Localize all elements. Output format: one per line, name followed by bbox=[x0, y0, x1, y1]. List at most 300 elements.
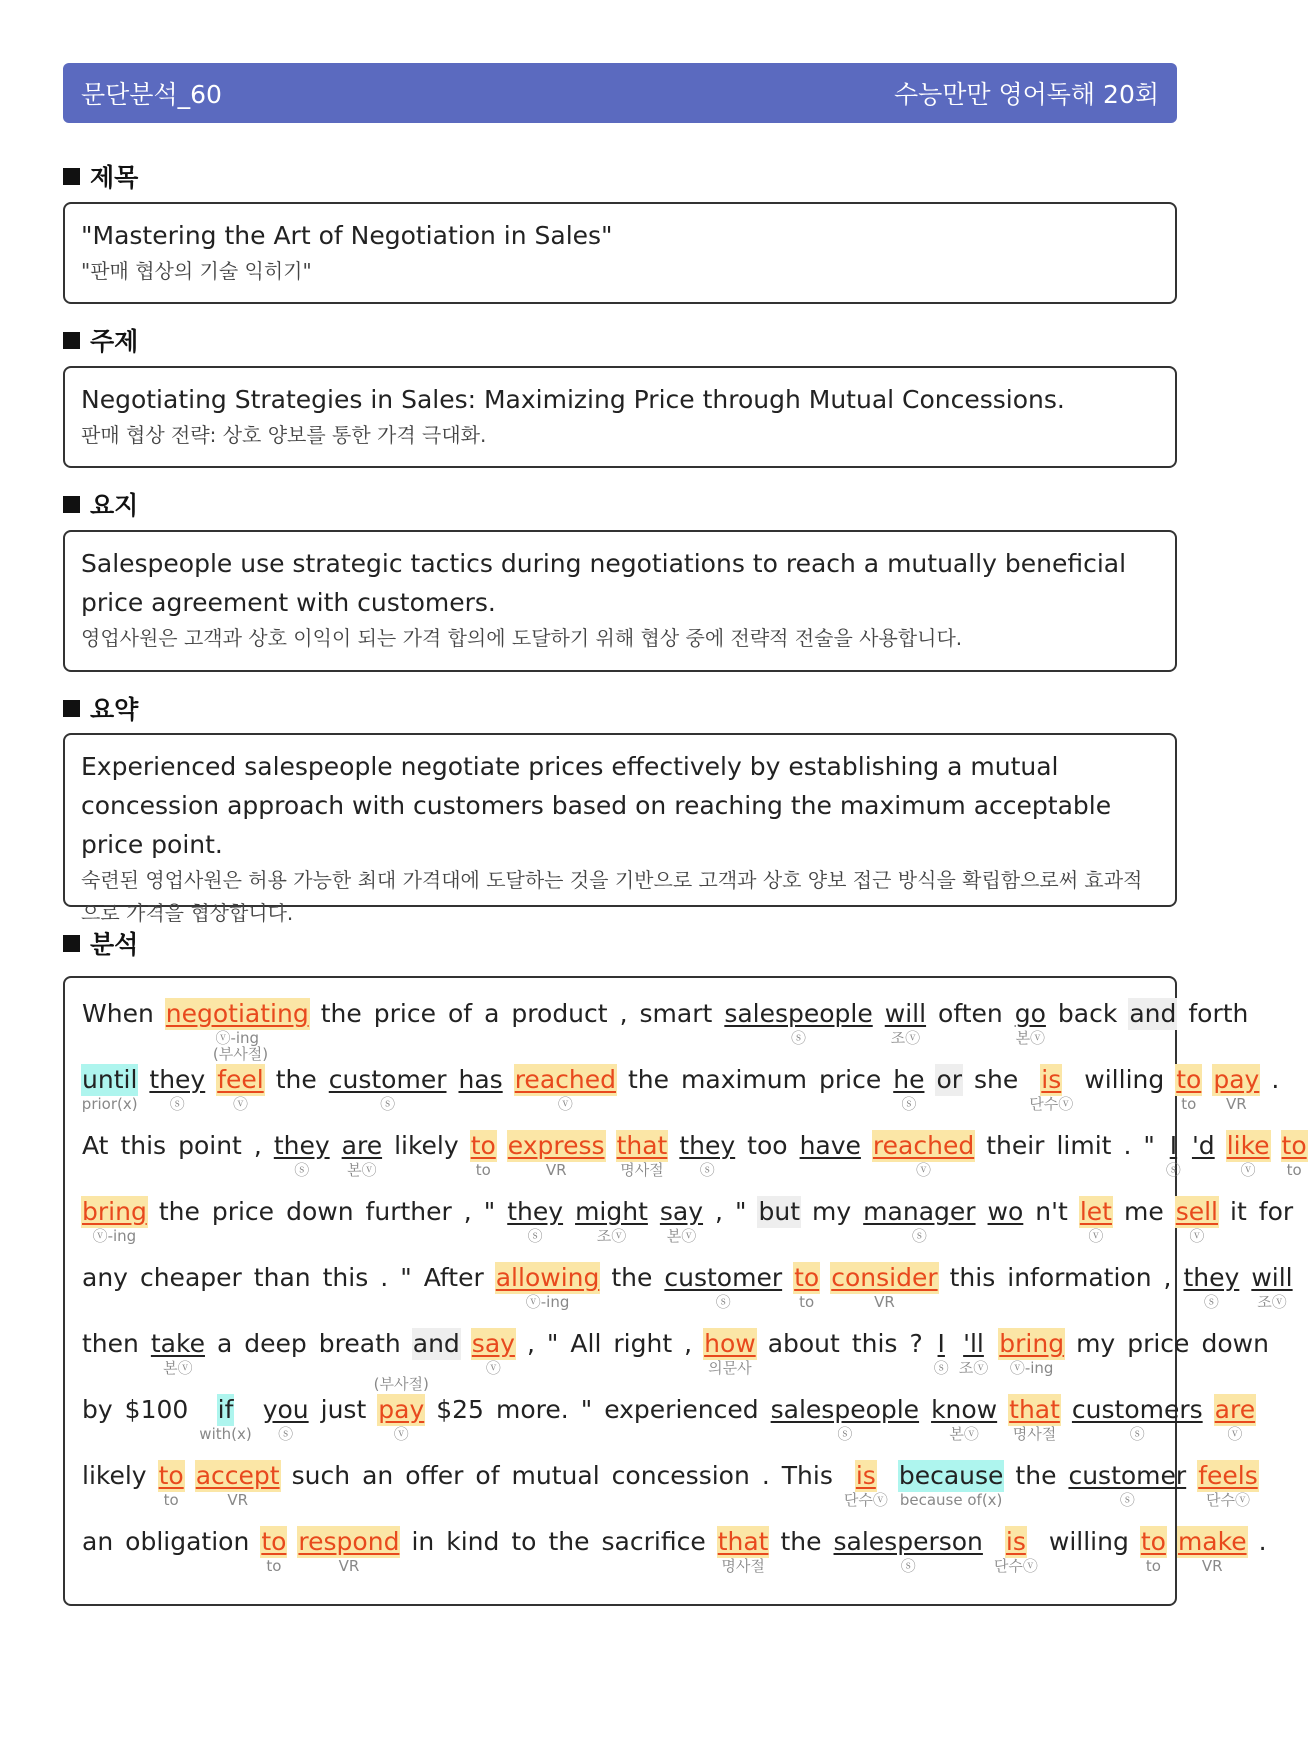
analysis-word bbox=[663, 1262, 783, 1311]
analysis-word bbox=[506, 1196, 564, 1245]
grammar-label: ⓢ bbox=[901, 1095, 917, 1113]
word-text: too bbox=[747, 1131, 788, 1160]
analysis-word bbox=[273, 1130, 331, 1179]
word-text: you bbox=[262, 1395, 309, 1424]
analysis-word bbox=[275, 1064, 318, 1113]
analysis-word bbox=[81, 1064, 138, 1113]
grammar-label: ⓥ-ing bbox=[215, 1029, 260, 1047]
word-text: pay bbox=[1213, 1065, 1260, 1094]
analysis-word bbox=[423, 1262, 485, 1311]
word-text: customers bbox=[1071, 1395, 1203, 1424]
word-text: are bbox=[341, 1131, 383, 1160]
word-text: allowing bbox=[495, 1263, 600, 1292]
analysis-word bbox=[1128, 998, 1177, 1047]
analysis-word bbox=[483, 998, 500, 1047]
clause-annotation: (부사절) bbox=[373, 1375, 429, 1393]
analysis-word bbox=[81, 998, 155, 1047]
word-text: the bbox=[320, 999, 362, 1028]
word-text: product bbox=[511, 999, 608, 1028]
word-text: to bbox=[511, 1527, 537, 1556]
word-text: After bbox=[423, 1263, 484, 1292]
word-text: this bbox=[322, 1263, 369, 1292]
grammar-label: VR bbox=[1201, 1557, 1223, 1575]
worksheet-label: 문단분석_60 bbox=[81, 80, 222, 109]
word-text: make bbox=[1177, 1527, 1247, 1556]
analysis-word bbox=[150, 1328, 206, 1377]
word-text: and bbox=[1129, 999, 1177, 1028]
grammar-label: ⓥ bbox=[1240, 1161, 1256, 1179]
grammar-label: 본ⓥ bbox=[163, 1359, 193, 1377]
analysis-word bbox=[365, 1196, 453, 1245]
square-bullet-icon bbox=[63, 332, 80, 349]
analysis-word bbox=[574, 1196, 649, 1245]
grammar-label: ⓢ bbox=[911, 1227, 927, 1245]
word-text: for bbox=[1258, 1197, 1294, 1226]
grammar-label: ⓢ bbox=[527, 1227, 543, 1245]
analysis-word bbox=[463, 1196, 473, 1245]
analysis-word bbox=[148, 1064, 206, 1113]
analysis-word bbox=[1197, 1460, 1259, 1509]
grammar-label: ⓢ bbox=[837, 1425, 853, 1443]
analysis-word bbox=[619, 998, 629, 1047]
analysis-word bbox=[1123, 1196, 1165, 1245]
word-text: further bbox=[365, 1197, 452, 1226]
grammar-label: ⓥ bbox=[393, 1425, 409, 1443]
analysis-line bbox=[81, 1328, 1269, 1394]
analysis-word bbox=[165, 998, 310, 1047]
analysis-word bbox=[1229, 1196, 1248, 1245]
word-text: are bbox=[1214, 1395, 1256, 1424]
gist-ko: 영업사원은 고객과 상호 이익이 되는 가격 합의에 도달하기 위해 협상 중에 전략적 전술을 사용합니다. bbox=[81, 626, 963, 650]
word-text: any bbox=[82, 1263, 128, 1292]
grammar-label: ⓥ-ing bbox=[525, 1293, 570, 1311]
word-text: take bbox=[150, 1329, 205, 1358]
word-text: . bbox=[1258, 1527, 1267, 1556]
analysis-word bbox=[328, 1064, 448, 1113]
grammar-label: ⓢ bbox=[1165, 1161, 1181, 1179]
word-text: , bbox=[684, 1329, 693, 1358]
word-text: the bbox=[1015, 1461, 1057, 1490]
word-text: deep bbox=[244, 1329, 307, 1358]
analysis-word bbox=[892, 1064, 925, 1113]
word-text: let bbox=[1079, 1197, 1112, 1226]
analysis-word bbox=[1187, 998, 1249, 1047]
word-text: , bbox=[1163, 1263, 1172, 1292]
analysis-word bbox=[507, 1130, 606, 1179]
analysis-word bbox=[1212, 1064, 1260, 1113]
analysis-word bbox=[680, 1064, 808, 1113]
word-text: know bbox=[931, 1395, 998, 1424]
word-text: " bbox=[1143, 1131, 1155, 1160]
word-text: that bbox=[616, 1131, 668, 1160]
word-text: often bbox=[938, 999, 1003, 1028]
gist-box bbox=[63, 530, 1177, 672]
analysis-word bbox=[1258, 1196, 1294, 1245]
word-text: willing bbox=[1048, 1527, 1129, 1556]
grammar-label: with(x) bbox=[199, 1425, 252, 1443]
word-text: reached bbox=[514, 1065, 616, 1094]
grammar-label: ⓢ bbox=[1203, 1293, 1219, 1311]
analysis-word bbox=[81, 1460, 148, 1509]
grammar-label: ⓥ bbox=[1227, 1425, 1243, 1443]
analysis-word bbox=[404, 1460, 464, 1509]
grammar-label: ⓢ bbox=[1129, 1425, 1145, 1443]
grammar-label: VR bbox=[874, 1293, 895, 1311]
word-text: sell bbox=[1175, 1197, 1219, 1226]
analysis-word bbox=[177, 1130, 243, 1179]
word-text: , bbox=[526, 1329, 535, 1358]
topic-ko: 판매 협상 전략: 상호 양보를 통한 가격 극대화. bbox=[81, 423, 487, 447]
grammar-label: 본ⓥ bbox=[666, 1227, 697, 1245]
analysis-word bbox=[569, 1328, 602, 1377]
word-text: breath bbox=[318, 1329, 401, 1358]
word-text: All bbox=[570, 1329, 602, 1358]
word-text: they bbox=[273, 1131, 330, 1160]
analysis-word bbox=[678, 1130, 736, 1179]
word-text: $25 bbox=[436, 1395, 484, 1424]
analysis-word bbox=[723, 998, 873, 1047]
analysis-word bbox=[318, 1328, 402, 1377]
word-text: an bbox=[362, 1461, 394, 1490]
analysis-word bbox=[1140, 1526, 1167, 1575]
analysis-word bbox=[81, 1394, 114, 1443]
word-text: " bbox=[400, 1263, 412, 1292]
grammar-label: ⓢ bbox=[699, 1161, 715, 1179]
analysis-word bbox=[474, 1460, 500, 1509]
square-bullet-icon bbox=[63, 496, 80, 513]
analysis-word bbox=[1048, 1526, 1130, 1575]
analysis-word bbox=[761, 1460, 771, 1509]
analysis-word bbox=[1175, 1064, 1202, 1113]
word-text: say bbox=[471, 1329, 515, 1358]
grammar-label: ⓥ bbox=[1189, 1227, 1205, 1245]
analysis-word bbox=[291, 1460, 351, 1509]
grammar-label: 조ⓥ bbox=[1257, 1293, 1287, 1311]
word-text: of bbox=[447, 999, 473, 1028]
word-text: $100 bbox=[124, 1395, 189, 1424]
word-text: to bbox=[1281, 1131, 1307, 1160]
word-text: because bbox=[898, 1461, 1004, 1490]
analysis-word bbox=[253, 1262, 312, 1311]
word-text: my bbox=[1076, 1329, 1116, 1358]
word-text: sacrifice bbox=[601, 1527, 706, 1556]
summary-ko: 숙련된 영업사원은 허용 가능한 최대 가격대에 도달하는 것을 기반으로 고객과 상호 양보 접근 방식을 확립함으로써 효과적으로 가격을 협상합니다. bbox=[81, 868, 1143, 925]
analysis-word bbox=[851, 1328, 899, 1377]
analysis-word bbox=[973, 1064, 1019, 1113]
analysis-word bbox=[379, 1262, 389, 1311]
analysis-word bbox=[1122, 1130, 1132, 1179]
analysis-word bbox=[320, 1394, 368, 1443]
analysis-word bbox=[458, 1064, 504, 1113]
analysis-word bbox=[243, 1328, 308, 1377]
word-text: he bbox=[893, 1065, 925, 1094]
word-text: salespeople bbox=[770, 1395, 920, 1424]
word-text: an bbox=[82, 1527, 114, 1556]
word-text: if bbox=[217, 1395, 234, 1424]
analysis-word bbox=[199, 1394, 251, 1443]
word-text: that bbox=[717, 1527, 769, 1556]
analysis-box bbox=[63, 976, 1307, 1606]
word-text: such bbox=[291, 1461, 351, 1490]
word-text: kind bbox=[446, 1527, 500, 1556]
word-text: 'll bbox=[963, 1329, 984, 1358]
word-text: willing bbox=[1084, 1065, 1165, 1094]
word-text: smart bbox=[639, 999, 713, 1028]
word-text: their bbox=[986, 1131, 1045, 1160]
analysis-word bbox=[81, 1262, 129, 1311]
analysis-word bbox=[361, 1460, 394, 1509]
analysis-word bbox=[937, 998, 1004, 1047]
word-text: bring bbox=[999, 1329, 1065, 1358]
analysis-word bbox=[935, 1064, 963, 1113]
analysis-word bbox=[930, 1394, 998, 1443]
square-bullet-icon bbox=[63, 168, 80, 185]
word-text: " bbox=[483, 1197, 496, 1226]
analysis-word bbox=[793, 1262, 820, 1311]
grammar-label: ⓢ bbox=[900, 1557, 916, 1575]
analysis-word bbox=[412, 1328, 461, 1377]
summary-heading: 요약 bbox=[63, 690, 138, 726]
grammar-label: 의문사 bbox=[708, 1359, 752, 1377]
grammar-label: prior(x) bbox=[81, 1095, 138, 1113]
gist-en: Salespeople use strategic tactics during negotiations to reach a mutually beneficial price agreement with customers. bbox=[81, 549, 1127, 617]
analysis-word bbox=[124, 1526, 250, 1575]
word-text: is bbox=[855, 1461, 876, 1490]
analysis-word bbox=[610, 1262, 653, 1311]
analysis-word bbox=[341, 1130, 383, 1179]
grammar-label: 본ⓥ bbox=[949, 1425, 979, 1443]
word-text: limit bbox=[1056, 1131, 1112, 1160]
analysis-word bbox=[934, 1328, 949, 1377]
analysis-word bbox=[949, 1262, 997, 1311]
word-text: feels bbox=[1198, 1461, 1258, 1490]
grammar-label: to bbox=[475, 1161, 491, 1179]
analysis-word bbox=[627, 1064, 670, 1113]
header-bar bbox=[63, 63, 1177, 123]
analysis-word bbox=[833, 1526, 984, 1575]
analysis-word bbox=[746, 1130, 788, 1179]
clause-annotation: (부사절) bbox=[212, 1045, 269, 1063]
word-text: down bbox=[286, 1197, 354, 1226]
analysis-word bbox=[811, 1196, 852, 1245]
analysis-word bbox=[546, 1328, 560, 1377]
word-text: the bbox=[780, 1527, 822, 1556]
analysis-word bbox=[987, 1196, 1025, 1245]
analysis-word bbox=[1163, 1262, 1173, 1311]
title-en: "Mastering the Art of Negotiation in Sales" bbox=[81, 221, 613, 250]
analysis-word bbox=[320, 998, 363, 1047]
grammar-label: ⓢ bbox=[791, 1029, 807, 1047]
word-text: it bbox=[1230, 1197, 1247, 1226]
word-text: my bbox=[812, 1197, 852, 1226]
word-text: they bbox=[507, 1197, 564, 1226]
word-text: until bbox=[82, 1065, 138, 1094]
word-text: back bbox=[1057, 999, 1118, 1028]
analysis-word bbox=[1008, 1394, 1061, 1443]
word-text: they bbox=[1183, 1263, 1240, 1292]
analysis-word bbox=[1057, 998, 1118, 1047]
word-text: in bbox=[411, 1527, 435, 1556]
grammar-label: VR bbox=[227, 1491, 248, 1509]
analysis-word bbox=[158, 1460, 185, 1509]
analysis-word bbox=[734, 1196, 748, 1245]
analysis-word bbox=[717, 1526, 770, 1575]
word-text: she bbox=[974, 1065, 1019, 1094]
analysis-word bbox=[994, 1526, 1038, 1575]
analysis-word bbox=[435, 1394, 485, 1443]
analysis-word bbox=[262, 1394, 310, 1443]
word-text: a bbox=[484, 999, 500, 1028]
square-bullet-icon bbox=[63, 935, 80, 952]
word-text: this bbox=[120, 1131, 167, 1160]
word-text: to bbox=[261, 1527, 287, 1556]
analysis-word bbox=[1034, 1196, 1069, 1245]
analysis-line bbox=[81, 1262, 1293, 1328]
grammar-label: 단수ⓥ bbox=[1029, 1095, 1074, 1113]
word-text: " bbox=[580, 1395, 593, 1424]
topic-en: Negotiating Strategies in Sales: Maximizing Price through Mutual Concessions. bbox=[81, 385, 1065, 414]
analysis-word bbox=[779, 1526, 822, 1575]
word-text: forth bbox=[1188, 999, 1249, 1028]
analysis-word bbox=[985, 1130, 1045, 1179]
analysis-word bbox=[998, 1328, 1065, 1377]
grammar-label: 명사절 bbox=[620, 1161, 664, 1179]
word-text: the bbox=[611, 1263, 653, 1292]
grammar-label: ⓥ-ing bbox=[92, 1227, 137, 1245]
grammar-label: ⓥ-ing bbox=[1009, 1359, 1054, 1377]
word-text: express bbox=[507, 1131, 605, 1160]
word-text: have bbox=[799, 1131, 861, 1160]
analysis-word bbox=[639, 998, 714, 1047]
grammar-label: to bbox=[1181, 1095, 1197, 1113]
word-text: to bbox=[158, 1461, 184, 1490]
analysis-word bbox=[471, 1328, 516, 1377]
analysis-word bbox=[124, 1394, 190, 1443]
analysis-word bbox=[799, 1130, 862, 1179]
word-text: information bbox=[1007, 1263, 1152, 1292]
grammar-label: 단수ⓥ bbox=[993, 1557, 1038, 1575]
analysis-word bbox=[1075, 1328, 1116, 1377]
analysis-word bbox=[1183, 1262, 1241, 1311]
word-text: point bbox=[178, 1131, 242, 1160]
word-text: the bbox=[548, 1527, 590, 1556]
grammar-label: 명사절 bbox=[721, 1557, 765, 1575]
grammar-label: 조ⓥ bbox=[890, 1029, 921, 1047]
analysis-word bbox=[1200, 1328, 1269, 1377]
word-text: maximum bbox=[681, 1065, 807, 1094]
word-text: . bbox=[380, 1263, 389, 1292]
word-text: to bbox=[794, 1263, 820, 1292]
word-text: down bbox=[1201, 1329, 1269, 1358]
analysis-word bbox=[81, 1196, 148, 1245]
grammar-label: 단수ⓥ bbox=[1205, 1491, 1250, 1509]
grammar-label: to bbox=[266, 1557, 282, 1575]
analysis-line bbox=[81, 1526, 1267, 1592]
analysis-word bbox=[297, 1526, 400, 1575]
word-text: " bbox=[546, 1329, 559, 1358]
analysis-word bbox=[611, 1460, 751, 1509]
analysis-word bbox=[714, 1196, 724, 1245]
grammar-label: ⓢ bbox=[169, 1095, 185, 1113]
word-text: salesperson bbox=[833, 1527, 983, 1556]
analysis-word bbox=[603, 1394, 759, 1443]
analysis-word bbox=[373, 1375, 429, 1443]
word-text: negotiating bbox=[165, 999, 309, 1028]
summary-box bbox=[63, 733, 1177, 925]
analysis-word bbox=[1126, 1328, 1190, 1377]
analysis-heading: 분석 bbox=[63, 925, 138, 961]
analysis-word bbox=[119, 1130, 167, 1179]
grammar-label: 본ⓥ bbox=[1015, 1029, 1046, 1047]
word-text: I bbox=[937, 1329, 945, 1358]
word-text: to bbox=[470, 1131, 496, 1160]
word-text: n't bbox=[1035, 1197, 1068, 1226]
analysis-word bbox=[844, 1460, 888, 1509]
word-text: I bbox=[1169, 1131, 1178, 1160]
word-text: is bbox=[1041, 1065, 1062, 1094]
word-text: , bbox=[715, 1197, 723, 1226]
analysis-word bbox=[514, 1064, 617, 1113]
analysis-word bbox=[1258, 1526, 1268, 1575]
word-text: they bbox=[679, 1131, 736, 1160]
word-text: At bbox=[82, 1131, 109, 1160]
analysis-word bbox=[410, 1526, 435, 1575]
word-text: this bbox=[851, 1329, 898, 1358]
word-text: price bbox=[211, 1197, 275, 1226]
word-text: by bbox=[82, 1395, 113, 1424]
topic-heading: 주제 bbox=[63, 322, 138, 358]
grammar-label: ⓥ bbox=[916, 1161, 932, 1179]
analysis-word bbox=[81, 1328, 140, 1377]
word-text: customer bbox=[664, 1263, 783, 1292]
word-text: more. bbox=[495, 1395, 569, 1424]
analysis-line bbox=[81, 1196, 1294, 1262]
grammar-label: because of(x) bbox=[899, 1491, 1003, 1509]
word-text: me bbox=[1123, 1197, 1164, 1226]
word-text: When bbox=[82, 999, 154, 1028]
word-text: likely bbox=[394, 1131, 459, 1160]
analysis-word bbox=[659, 1196, 704, 1245]
word-text: to bbox=[1176, 1065, 1202, 1094]
word-text: that bbox=[1009, 1395, 1060, 1424]
word-text: 'd bbox=[1191, 1131, 1215, 1160]
title-ko: "판매 협상의 기술 익히기" bbox=[81, 259, 312, 283]
analysis-word bbox=[399, 1262, 413, 1311]
word-text: bring bbox=[82, 1197, 147, 1226]
analysis-word bbox=[510, 998, 608, 1047]
analysis-word bbox=[81, 1526, 114, 1575]
word-text: mutual bbox=[511, 1461, 600, 1490]
gist-heading: 요지 bbox=[63, 486, 138, 522]
summary-en: Experienced salespeople negotiate prices effectively by establishing a mutual concession approach with customers based on reaching the maximum acceptable price point. bbox=[81, 752, 1112, 859]
analysis-word bbox=[830, 1262, 938, 1311]
analysis-word bbox=[285, 1196, 354, 1245]
word-text: they bbox=[149, 1065, 206, 1094]
word-text: the bbox=[158, 1197, 200, 1226]
analysis-word bbox=[1079, 1196, 1113, 1245]
word-text: but bbox=[758, 1197, 801, 1226]
analysis-word bbox=[1006, 1262, 1152, 1311]
grammar-label: to bbox=[1286, 1161, 1302, 1179]
analysis-word bbox=[216, 1328, 233, 1377]
word-text: salespeople bbox=[724, 999, 873, 1028]
analysis-word bbox=[1281, 1130, 1308, 1179]
word-text: ? bbox=[909, 1329, 923, 1358]
analysis-word bbox=[511, 1460, 601, 1509]
word-text: price bbox=[373, 999, 436, 1028]
word-text: just bbox=[320, 1395, 367, 1424]
analysis-word bbox=[612, 1328, 673, 1377]
